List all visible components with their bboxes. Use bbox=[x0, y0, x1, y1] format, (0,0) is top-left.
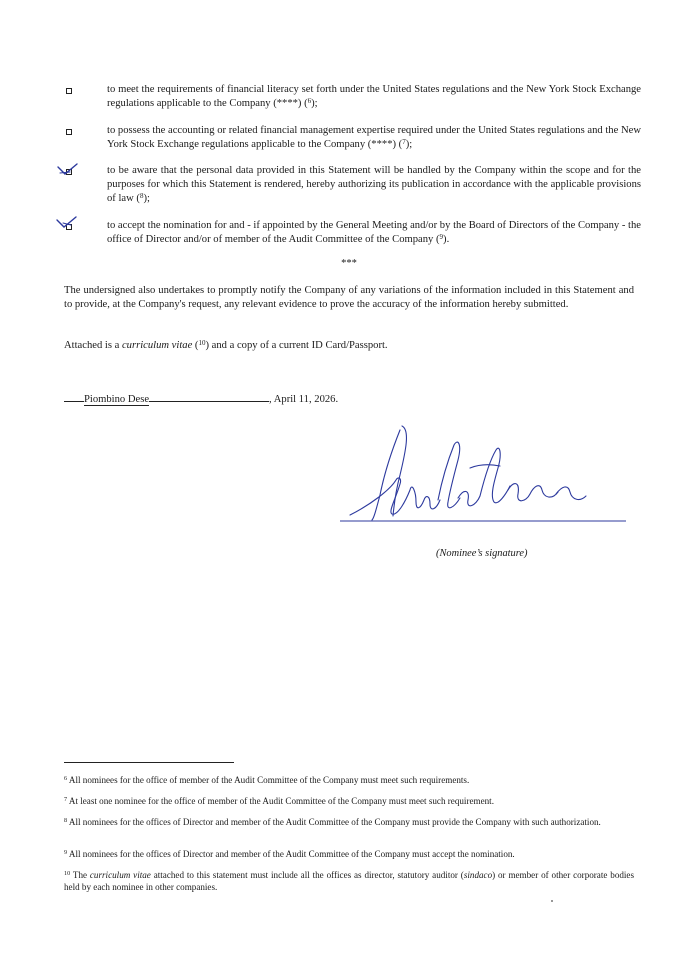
signature-label: (Nominee’s signature) bbox=[436, 548, 528, 559]
date-text: , April 11, 2026. bbox=[269, 394, 339, 405]
blank-line bbox=[64, 390, 84, 402]
item-text: to be aware that the personal data provided in this Statement will be handled by the Company within the scope and for the purposes for which this Statement is rendered, hereby authorizing its publication in accordance with the applicable provisions of law ($^8$); bbox=[107, 165, 641, 204]
item-text: to possess the accounting or related financial management expertise required under the United States regulations and the New York Stock Exchange regulations applicable to the Company (****) ($^7$); bbox=[107, 125, 641, 150]
place-date-line bbox=[64, 390, 338, 406]
requirement-item-accept-nomination bbox=[56, 219, 641, 247]
requirement-item-financial-literacy bbox=[56, 83, 641, 111]
footnote-divider bbox=[64, 762, 234, 763]
requirement-item-personal-data bbox=[56, 164, 641, 205]
attachment-paragraph: Attached is a curriculum vitae ($^{10}$) and a copy of a current ID Card/Passport. bbox=[64, 339, 388, 351]
undertaking-paragraph: The undersigned also undertakes to promptly notify the Company of any variations of the information included in this Statement and to provide, at the Company's request, any relevant evidence to prove the accuracy of the information hereby submitted. bbox=[64, 285, 634, 310]
footnote-6: $^6$ All nominees for the office of member of the Audit Committee of the Company must meet such requirements. bbox=[64, 775, 470, 785]
checkbox-accounting-expertise[interactable] bbox=[66, 129, 72, 135]
scan-speck bbox=[551, 900, 553, 902]
checkmark-icon bbox=[56, 216, 80, 234]
checkbox-financial-literacy[interactable] bbox=[66, 88, 72, 94]
signature-image bbox=[330, 420, 630, 530]
requirement-item-accounting-expertise bbox=[56, 124, 641, 152]
footnote-7: $^7$ At least one nominee for the office of member of the Audit Committee of the Company must meet such requirement. bbox=[64, 796, 494, 806]
blank-line bbox=[149, 390, 269, 402]
footnote-9: $^9$ All nominees for the offices of Director and member of the Audit Committee of the Company must accept the nomination. bbox=[64, 849, 515, 859]
section-separator: *** bbox=[341, 258, 357, 269]
item-text: to meet the requirements of financial literacy set forth under the United States regulations and the New York Stock Exchange regulations applicable to the Company (****) ($^6$); bbox=[107, 84, 641, 109]
footnote-10: $^{10}$ The curriculum vitae attached to this statement must include all the offices as director, statutory auditor (sindaco) or member of other corporate bodies held by each nominee in other companies. bbox=[64, 870, 635, 892]
checkmark-icon bbox=[56, 161, 80, 179]
footnote-8: $^8$ All nominees for the offices of Director and member of the Audit Committee of the Company must provide the Company with such authorization. bbox=[64, 817, 601, 827]
place-field[interactable]: Piombino Dese bbox=[84, 394, 150, 405]
item-text: to accept the nomination for and - if appointed by the General Meeting and/or by the Board of Directors of the Company - the office of Director and/or of member of the Audit Committee of the Company ($^9$). bbox=[107, 220, 641, 245]
